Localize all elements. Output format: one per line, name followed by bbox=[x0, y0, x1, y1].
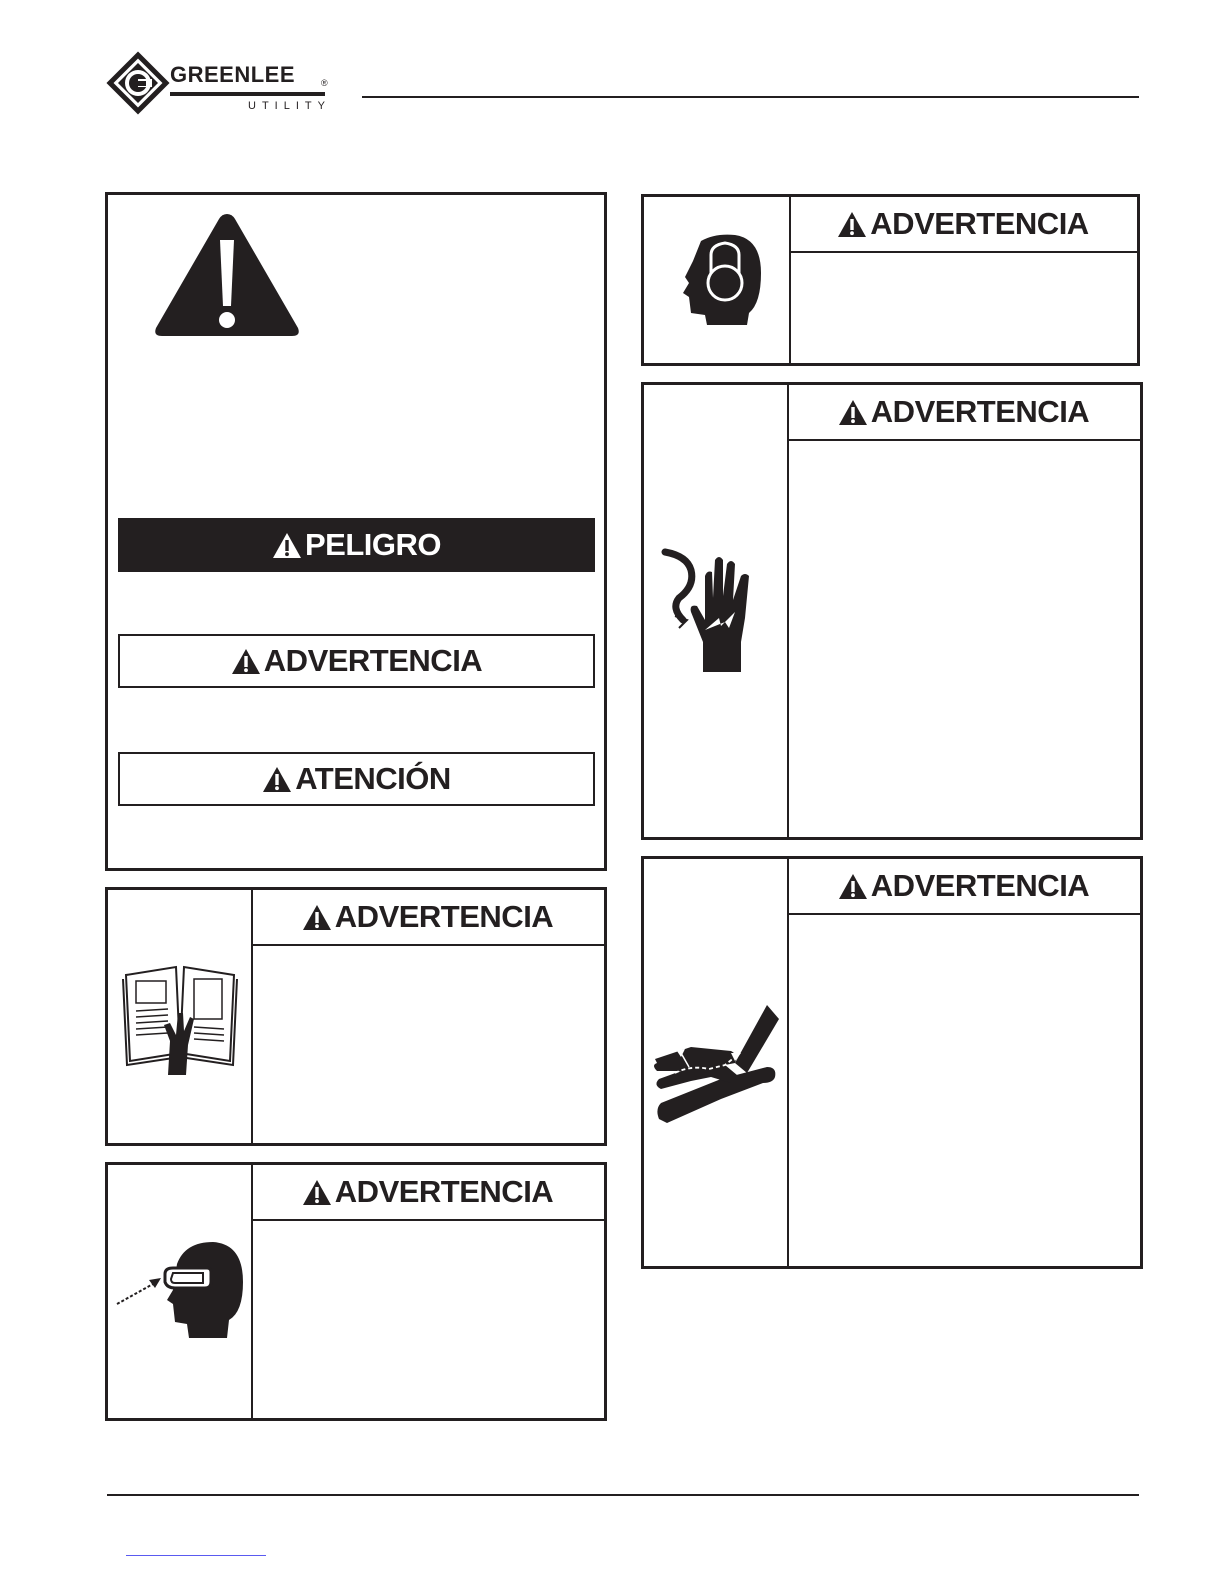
warning-title: ADVERTENCIA bbox=[870, 206, 1089, 241]
warning-box-hydraulic-injection bbox=[641, 856, 1143, 1269]
caution-signal-bar bbox=[118, 752, 595, 806]
footer-link-underline[interactable] bbox=[126, 1555, 266, 1556]
warning-title: ADVERTENCIA bbox=[870, 868, 1090, 903]
brand-division: UTILITY bbox=[248, 100, 331, 112]
danger-signal-word bbox=[272, 527, 441, 563]
read-manual-icon bbox=[120, 957, 240, 1077]
icon-column bbox=[108, 890, 253, 1143]
warning-signal-word bbox=[838, 394, 1089, 430]
icon-column bbox=[108, 1165, 253, 1418]
warning-title-row bbox=[251, 890, 604, 946]
warning-signal-word bbox=[837, 206, 1088, 242]
alert-triangle-icon bbox=[838, 399, 868, 426]
warning-signal-word bbox=[302, 899, 553, 935]
warning-title-row bbox=[789, 197, 1137, 253]
warning-box-read-manual bbox=[105, 887, 607, 1146]
registered-mark: ® bbox=[321, 78, 328, 88]
alert-triangle-icon bbox=[302, 1179, 332, 1206]
icon-column bbox=[644, 197, 791, 363]
header-rule bbox=[362, 96, 1139, 98]
warning-title: ADVERTENCIA bbox=[334, 1174, 554, 1209]
hydraulic-injection-icon bbox=[651, 1003, 781, 1123]
warning-box-electric-shock bbox=[641, 382, 1143, 840]
warning-signal-bar bbox=[118, 634, 595, 688]
eye-protection-icon bbox=[115, 1242, 245, 1342]
caution-label: ATENCIÓN bbox=[295, 761, 451, 796]
alert-triangle-icon bbox=[838, 873, 868, 900]
warning-signal-word bbox=[838, 868, 1089, 904]
warning-title-row bbox=[251, 1165, 604, 1221]
alert-triangle-icon bbox=[837, 211, 867, 238]
alert-triangle-icon bbox=[302, 904, 332, 931]
hearing-protection-icon bbox=[671, 233, 763, 327]
warning-title-row bbox=[787, 385, 1140, 441]
alert-triangle-icon bbox=[272, 532, 302, 559]
danger-signal-bar bbox=[118, 518, 595, 572]
icon-column bbox=[644, 859, 789, 1266]
warning-signal-word bbox=[231, 643, 482, 679]
warning-signal-word bbox=[302, 1174, 553, 1210]
brand-underline bbox=[170, 92, 325, 96]
safety-alert-triangle-icon bbox=[152, 210, 302, 340]
electric-shock-icon bbox=[661, 546, 771, 676]
icon-column bbox=[644, 385, 789, 837]
warning-box-hearing-protection bbox=[641, 194, 1140, 366]
brand-name: GREENLEE bbox=[170, 62, 296, 87]
caution-signal-word bbox=[262, 761, 451, 797]
footer-rule bbox=[107, 1494, 1139, 1496]
warning-title: ADVERTENCIA bbox=[334, 899, 554, 934]
warning-label: ADVERTENCIA bbox=[263, 643, 483, 678]
danger-label: PELIGRO bbox=[304, 527, 441, 562]
warning-title-row bbox=[787, 859, 1140, 915]
alert-triangle-icon bbox=[231, 648, 261, 675]
warning-box-eye-protection bbox=[105, 1162, 607, 1421]
warning-title: ADVERTENCIA bbox=[870, 394, 1090, 429]
alert-triangle-icon bbox=[262, 766, 292, 793]
